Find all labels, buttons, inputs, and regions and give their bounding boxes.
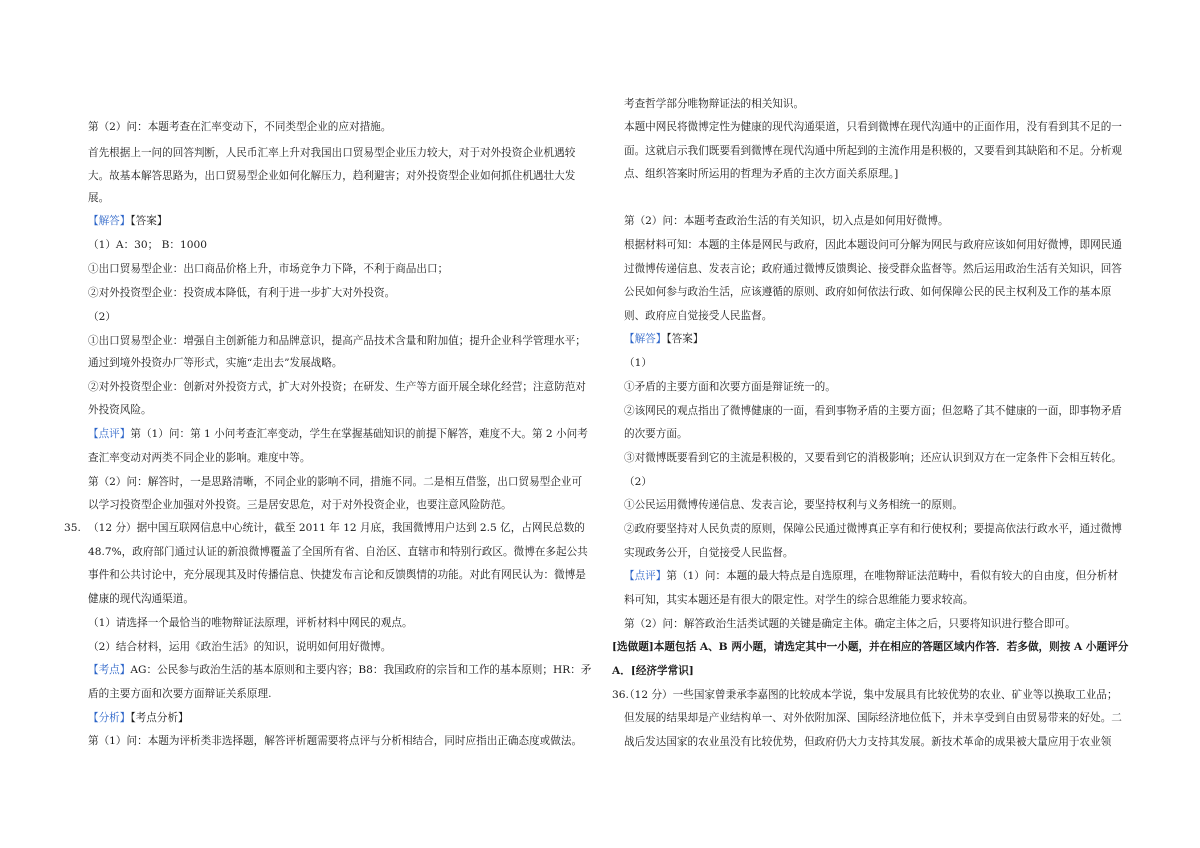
text-line: 盾的主要方面和次要方面辩证关系原理. xyxy=(88,688,272,700)
comment-text: 第（1）问：第 1 小问考查汇率变动，学生在掌握基础知识的前提下解答，难度不大。第 2 小问考 xyxy=(130,428,588,440)
text-line: （1）A：30； B：1000 xyxy=(88,239,207,251)
text-line: 第（2）问：解答政治生活类试题的关键是确定主体。确定主体之后，只要将知识进行整合即可。 xyxy=(624,618,1076,630)
text-line: 实现政务公开，自觉接受人民监督。 xyxy=(624,547,794,559)
text-line: 面。这就启示我们既要看到微博在现代沟通中所起到的主流作用是积极的，又要看到其缺陷和不足。分析观 xyxy=(624,145,1122,157)
text-line: ①矛盾的主要方面和次要方面是辩证统一的。 xyxy=(624,381,836,393)
text-line: 根据材料可知：本题的主体是网民与政府，因此本题设问可分解为网民与政府应该如何用好微博，即网民通 xyxy=(624,239,1122,251)
text-line: ②对外投资型企业：投资成本降低，有利于进一步扩大对外投资。 xyxy=(88,287,396,299)
comment-text: 第（1）问：本题的最大特点是自选原理，在唯物辩证法范畴中，看似有较大的自由度，但分析材 xyxy=(666,570,1119,582)
answer-label: 【答案】 xyxy=(666,333,704,345)
question-number-36: 36. xyxy=(612,689,629,701)
answer-label: 【答案】 xyxy=(130,215,168,227)
comment-heading xyxy=(88,427,588,441)
elective-instructions: [选做题]本题包括 A、B 两小题，请选定其中一小题，并在相应的答题区域内作答．若多做，则按 A 小题评分 xyxy=(612,641,1129,653)
topic-heading xyxy=(88,663,591,677)
text-line: 通过到境外投资办厂等形式，实施“走出去”发展战略。 xyxy=(88,357,343,369)
text-line: 展。 xyxy=(88,192,110,204)
text-line: 第（2）问：本题考查在汇率变动下，不同类型企业的应对措施。 xyxy=(88,121,392,133)
text-line: 但发展的结果却是产业结构单一、对外依附加深、国际经济地位低下，并未享受到自由贸易带来的好处。二 xyxy=(624,712,1122,724)
text-line: （2）结合材料，运用《政治生活》的知识，说明如何用好微博。 xyxy=(88,641,392,653)
text-line: ②该网民的观点指出了微博健康的一面，看到事物矛盾的主要方面；但忽略了其不健康的一面，即事物矛盾 xyxy=(624,405,1122,417)
analysis-tag: 【分析】 xyxy=(88,712,131,724)
text-line: ①公民运用微博传递信息、发表言论，要坚持权利与义务相统一的原则。 xyxy=(624,499,963,511)
text-line: ①出口贸易型企业：增强自主创新能力和品牌意识，提高产品技术含量和附加值；提升企业科学管理水平； xyxy=(88,335,586,347)
answer-heading xyxy=(88,214,167,228)
text-line: 战后发达国家的农业虽没有比较优势，但政府仍大力支持其发展。新技术革命的成果被大量应用于农业领 xyxy=(624,736,1112,748)
section-heading: A．[经济学常识] xyxy=(612,665,694,677)
text-line: 点、组织答案时所运用的哲理为矛盾的主次方面关系原理。] xyxy=(624,168,899,180)
text-line: 大。故基本解答思路为，出口贸易型企业如何化解压力，趋利避害；对外投资型企业如何抓住机遇壮大发 xyxy=(88,170,576,182)
text-line: ①出口贸易型企业：出口商品价格上升，市场竞争力下降，不利于商品出口； xyxy=(88,263,449,275)
answer-heading xyxy=(624,332,703,346)
comment-tag: 【点评】 xyxy=(624,570,667,582)
text-line: 本题中网民将微博定性为健康的现代沟通渠道，只看到微博在现代沟通中的正面作用，没有看到其不足的一 xyxy=(624,121,1122,133)
answer-tag: 【解答】 xyxy=(624,333,667,345)
comment-tag: 【点评】 xyxy=(88,428,131,440)
text-line: ②政府要坚持对人民负责的原则，保障公民通过微博真正享有和行使权利；要提高依法行政水平，通过微博 xyxy=(624,523,1122,535)
text-line: （2） xyxy=(88,311,116,323)
text-line: 第（2）问：本题考查政治生活的有关知识，切入点是如何用好微博。 xyxy=(624,215,949,227)
text-line: 则、政府应自觉接受人民监督。 xyxy=(624,310,773,322)
text-line: 健康的现代沟通渠道。 xyxy=(88,593,194,605)
analysis-heading xyxy=(88,711,189,725)
text-line: （1） xyxy=(624,357,652,369)
text-line: （2） xyxy=(624,476,652,488)
question-35: （12 分）据中国互联网信息中心统计，截至 2011 年 12 月底，我国微博用户达到 2.5 亿，占网民总数的 xyxy=(88,522,585,534)
text-line: 48.7%，政府部门通过认证的新浪微博覆盖了全国所有省、自治区、直辖市和特别行政区。微博在多起公共 xyxy=(88,546,588,558)
topic-tag: 【考点】 xyxy=(88,664,131,676)
comment-heading xyxy=(624,569,1118,583)
text-line: 第（2）问：解答时，一是思路清晰，不同企业的影响不同，措施不同。二是相互借鉴，出口贸易型企业可 xyxy=(88,476,583,488)
text-line: ②对外投资型企业：创新对外投资方式，扩大对外投资；在研发、生产等方面开展全球化经营；注意防范对 xyxy=(88,381,586,393)
text-line: 第（1）问：本题为评析类非选择题，解答评析题需要将点评与分析相结合，同时应指出正确态度或做法。 xyxy=(88,735,583,747)
text-line: 外投资风险。 xyxy=(88,404,152,416)
text-line: 考查哲学部分唯物辩证法的相关知识。 xyxy=(624,98,805,110)
text-line: 公民如何参与政治生活，应该遵循的原则、政府如何依法行政、如何保障公民的民主权利及工作的基本原 xyxy=(624,286,1112,298)
text-line: ③对微博既要看到它的主流是积极的，又要看到它的消极影响；还应认识到双方在一定条件下会相互转化。 xyxy=(624,452,1122,464)
text-line: 查汇率变动对两类不同企业的影响。难度中等。 xyxy=(88,452,311,464)
text-line: （1）请选择一个最恰当的唯物辩证法原理，评析材料中网民的观点。 xyxy=(88,617,413,629)
answer-tag: 【解答】 xyxy=(88,215,131,227)
text-line: 首先根据上一问的回答判断，人民币汇率上升对我国出口贸易型企业压力较大，对于对外投资企业机遇较 xyxy=(88,147,576,159)
text-line: 料可知，其实本题还是有很大的限定性。对学生的综合思维能力要求较高。 xyxy=(624,594,974,606)
topic-text: AG：公民参与政治生活的基本原则和主要内容；B8：我国政府的宗旨和工作的基本原则；HR：矛 xyxy=(130,664,592,676)
question-36: （12 分）一些国家曾秉承李嘉图的比较成本学说，集中发展具有比较优势的农业、矿业等以换取工业品； xyxy=(624,689,1118,701)
text-line: 的次要方面。 xyxy=(624,428,688,440)
question-number-35: 35. xyxy=(64,522,81,534)
text-line: 事件和公共讨论中，充分展现其及时传播信息、快捷发布言论和反馈舆情的功能。对此有网民认为：微博是 xyxy=(88,569,586,581)
text-line: 以学习投资型企业加强对外投资。三是居安思危，对于对外投资企业，也要注意风险防范。 xyxy=(88,499,512,511)
analysis-label: 【考点分析】 xyxy=(130,712,189,724)
text-line: 过微博传递信息、发表言论；政府通过微博反馈舆论、接受群众监督等。然后运用政治生活有关知识，回答 xyxy=(624,263,1122,275)
